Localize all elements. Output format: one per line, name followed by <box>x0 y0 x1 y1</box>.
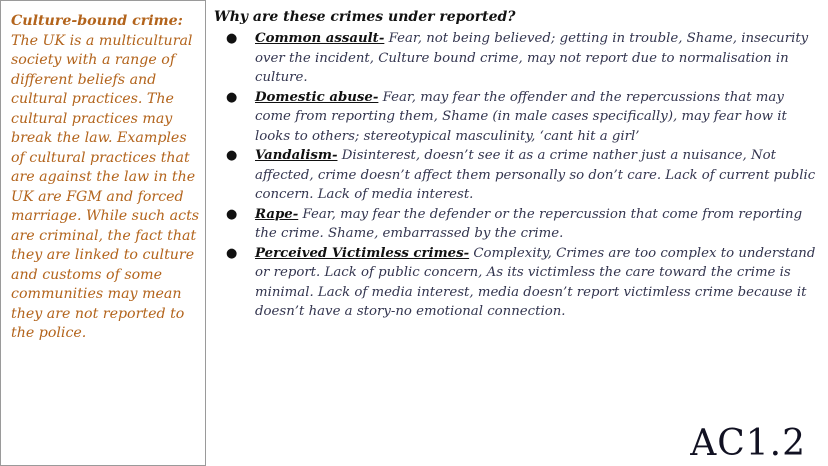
sidebar-text <box>11 12 203 344</box>
bullet-icon: ● <box>226 31 238 46</box>
item-text: Fear, not being believed; getting in trouble, Shame, insecurity over the incident, Culture bound crime, may not report due to normalisation in culture. <box>255 31 809 85</box>
list-item <box>214 146 820 205</box>
bullet-icon: ● <box>226 148 238 163</box>
reasons-list <box>214 29 820 322</box>
bullet-icon: ● <box>226 245 238 261</box>
item-text: Disinterest, doesn’t see it as a crime nather just a nuisance, Not affected, crime doesn’t affect them personally so don’t care. Lack of current public concern. Lack of media interest. <box>255 148 816 202</box>
item-term: Perceived Victimless crimes- <box>255 245 470 261</box>
item-term: Domestic abuse- <box>255 89 379 105</box>
main-content <box>214 8 820 322</box>
main-title: Why are these crimes under reported? <box>214 9 516 25</box>
list-item <box>214 205 820 244</box>
item-text: Complexity, Crimes are too complex to understand or report. Lack of public concern, As its victimless the care toward the crime is minimal. Lack of media interest, media doesn’t report victimless crime because it doesn’t have a story-no emotional connection. <box>255 245 816 319</box>
list-item <box>214 244 820 322</box>
list-item <box>214 29 820 88</box>
sidebar-body: The UK is a multicultural society with a range of different beliefs and cultural practices. The cultural practices may break the law. Examples of cultural practices that are against the law in the UK are FGM and forced marriage. While such acts are criminal, the fact that they are linked to culture and customs of some communities may mean they are not reported to the police. <box>11 32 200 341</box>
bullet-icon: ● <box>226 206 238 222</box>
item-term: Vandalism- <box>255 148 338 163</box>
criterion-badge: AC1.2 <box>690 423 806 464</box>
list-item <box>214 88 820 147</box>
bullet-icon: ● <box>226 89 238 105</box>
item-text: Fear, may fear the offender and the repercussions that may come from reporting them, Shame (in male cases specifically), may fear how it looks to others; stereotypical masculinity, ‘cant hit a girl’ <box>255 89 787 144</box>
item-term: Common assault- <box>255 31 385 46</box>
item-term: Rape- <box>255 206 299 222</box>
sidebar-heading: Culture-bound crime: <box>11 13 183 29</box>
sidebar-panel <box>0 0 206 466</box>
item-text: Fear, may fear the defender or the repercussion that come from reporting the crime. Shame, embarrassed by the crime. <box>255 206 803 241</box>
